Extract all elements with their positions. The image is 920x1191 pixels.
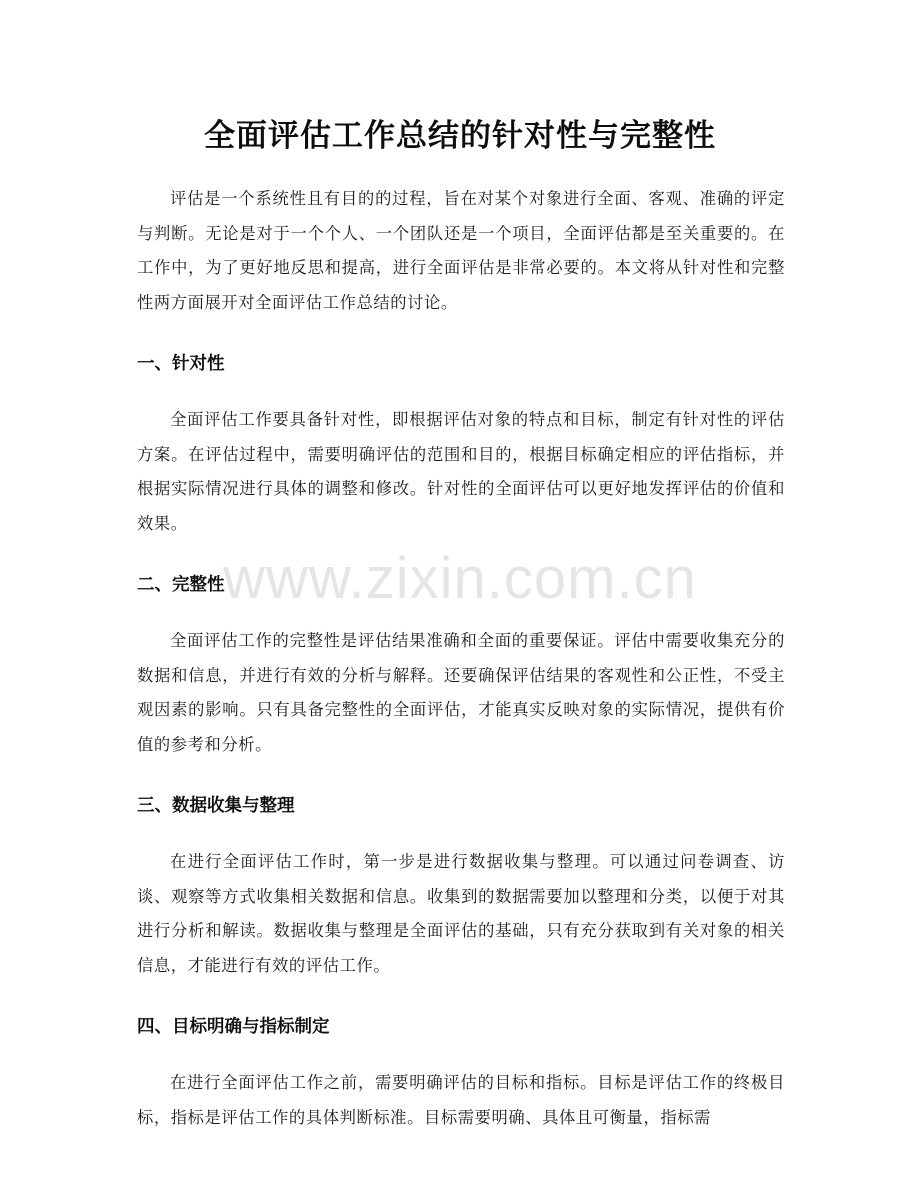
watermark: www.zixin.com.cn — [223, 546, 697, 611]
section-paragraph: 在进行全面评估工作之前，需要明确评估的目标和指标。目标是评估工作的终极目标，指标是评估工作的具体判断标准。目标需要明确、具体且可衡量，指标需 — [137, 1073, 785, 1127]
section-heading: 三、数据收集与整理 — [137, 796, 295, 816]
section-heading: 一、针对性 — [137, 354, 225, 374]
section-heading: 四、目标明确与指标制定 — [137, 1017, 330, 1037]
document-title: 全面评估工作总结的针对性与完整性 — [204, 118, 716, 154]
section-heading: 二、完整性 — [137, 575, 225, 595]
document-body — [137, 182, 785, 1135]
section-paragraph: 全面评估工作要具备针对性，即根据评估对象的特点和目标，制定有针对性的评估方案。在评估过程中，需要明确评估的范围和目的，根据目标确定相应的评估指标，并根据实际情况进行具体的调整和修改。针对性的全面评估可以更好地发挥评估的价值和效果。 — [137, 410, 785, 533]
section-paragraph: 全面评估工作的完整性是评估结果准确和全面的重要保证。评估中需要收集充分的数据和信息，并进行有效的分析与解释。还要确保评估结果的客观性和公正性，不受主观因素的影响。只有具备完整性的全面评估，才能真实反映对象的实际情况，提供有价值的参考和分析。 — [137, 631, 785, 754]
section-paragraph: 在进行全面评估工作时，第一步是进行数据收集与整理。可以通过问卷调查、访谈、观察等方式收集相关数据和信息。收集到的数据需要加以整理和分类，以便于对其进行分析和解读。数据收集与整理是全面评估的基础，只有充分获取到有关对象的相关信息，才能进行有效的评估工作。 — [137, 852, 785, 975]
intro-paragraph: 评估是一个系统性且有目的的过程，旨在对某个对象进行全面、客观、准确的评定与判断。无论是对于一个个人、一个团队还是一个项目，全面评估都是至关重要的。在工作中，为了更好地反思和提高，进行全面评估是非常必要的。本文将从针对性和完整性两方面展开对全面评估工作总结的讨论。 — [137, 189, 785, 312]
